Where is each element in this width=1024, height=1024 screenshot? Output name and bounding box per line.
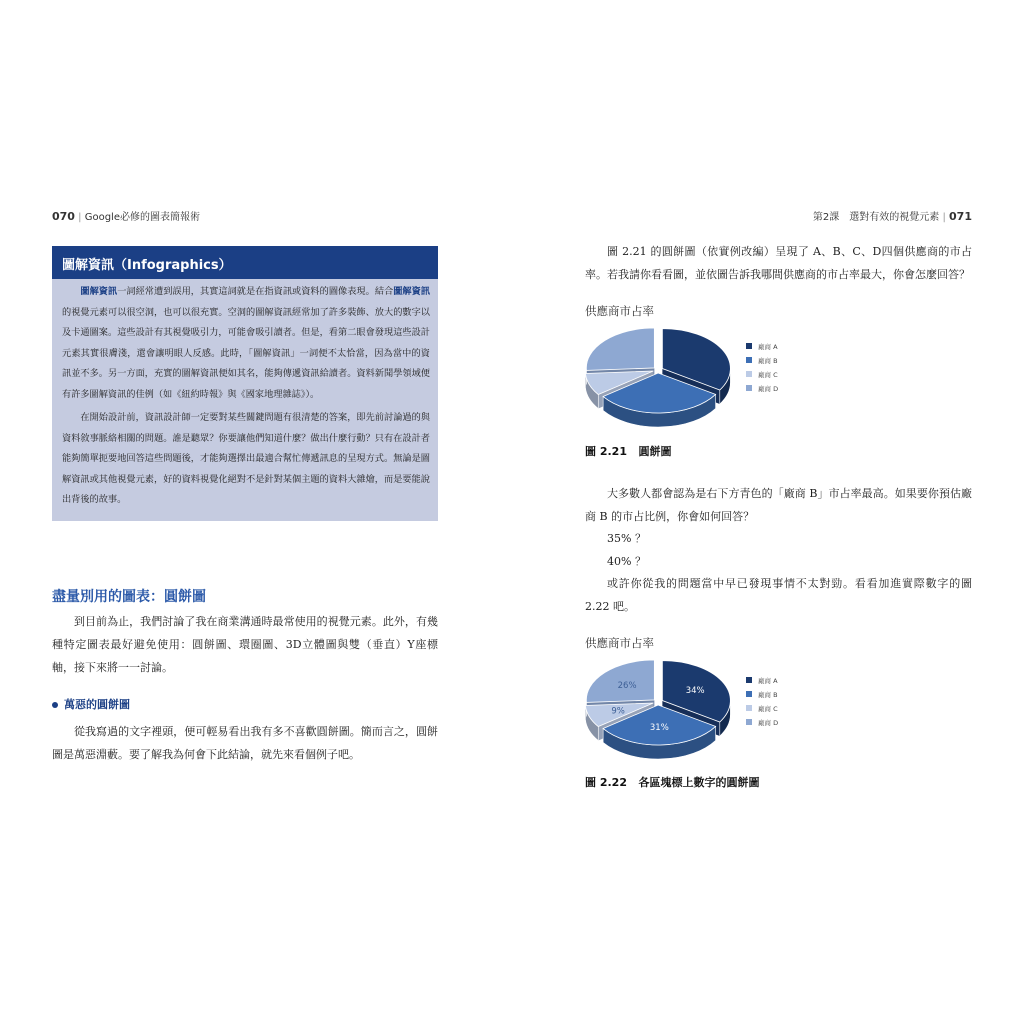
pie-data-label: 9% [611, 706, 625, 717]
infographics-sidebar-box [52, 246, 438, 521]
guess-40: 40% ？ [607, 555, 646, 568]
legend-label: 廠商 A [758, 342, 778, 351]
legend-label: 廠商 B [758, 356, 778, 365]
pie-data-label: 26% [617, 680, 637, 691]
infobox-term: 圖解資訊 [80, 286, 118, 297]
legend-label: 廠商 D [758, 384, 779, 393]
legend-label: 廠商 B [758, 690, 778, 699]
legend-label: 廠商 A [758, 676, 778, 685]
legend-swatch [746, 371, 752, 377]
section-title: 盡量別用的圖表：圓餅圖 [52, 589, 206, 605]
guess-35: 35% ？ [607, 532, 646, 545]
left-page-number: 070 [52, 210, 75, 223]
section-paragraph-1: 到目前為止，我們討論了我在商業溝通時最常使用的視覺元素。此外，有幾種特定圖表最好避免使用：圓餅圖、環圈圖、3D立體圖與雙（垂直）Y座標軸，接下來將一一討論。 [52, 615, 438, 674]
legend-item [746, 367, 778, 381]
bullet-dot-icon [52, 702, 58, 708]
right-paragraph-1: 圖 2.21 的圓餅圖（依實例改編）呈現了 A、B、C、D四個供應商的市占率。若我請你看看圖，並依圖告訴我哪間供應商的市占率最大，你會怎麼回答？ [585, 245, 972, 281]
legend-swatch [746, 343, 752, 349]
legend-item [746, 715, 778, 729]
pie-chart-1 [583, 318, 733, 438]
chapter-title: 第2課 選對有效的視覺元素 [812, 212, 940, 223]
legend-item [746, 701, 778, 715]
left-page-header: 070 | Google必修的圖表簡報術 [52, 210, 200, 223]
legend-item [746, 353, 778, 367]
infobox-header [52, 246, 438, 279]
legend-swatch [746, 357, 752, 363]
infobox-term-2: 圖解資訊 [393, 286, 431, 297]
pie-chart-2 [583, 650, 733, 770]
legend-swatch [746, 705, 752, 711]
legend-item [746, 687, 778, 701]
right-page-number: 071 [949, 210, 972, 223]
right-paragraph-2: 大多數人都會認為是右下方青色的「廠商 B」市占率最高。如果要你預估廠商 B 的市占比例，你會如何回答？ [585, 487, 972, 523]
pie-slice-廠商-D [586, 328, 654, 371]
right-paragraph-3: 或許你從我的問題當中早已發現事情不太對勁。看看加進實際數字的圖 2.22 吧。 [585, 577, 972, 613]
section-paragraph-2: 從我寫過的文字裡頭，便可輕易看出我有多不喜歡圓餅圖。簡而言之，圓餅圖是萬惡淵藪。要了解我為何會下此結論，就先來看個例子吧。 [52, 725, 438, 761]
pie-data-label: 31% [649, 722, 669, 733]
chart2-legend [746, 673, 778, 729]
legend-label: 廠商 C [758, 370, 778, 379]
subsection-heading: 萬惡的圓餅圖 [52, 696, 130, 712]
right-page-header: 第2課 選對有效的視覺元素 | 071 [812, 210, 972, 223]
infobox-paragraph-1: 圖解資訊一詞經常遭到誤用，其實這詞就是在指資訊或資料的圖像表現。結合圖解資訊的視覺元素可以很空洞，也可以很充實。空洞的圖解資訊經常加了許多裝飾、放大的數字以及卡通圖案。這些設計有其視覺吸引力，可能會吸引讀者。但是，看第二眼會發現這些設計元素其實很膚淺，還會讓明眼人反感。此時，「圖解資訊」一詞便不太恰當，因為當中的資訊並不多。另一方面，充實的圖解資訊便如其名，能夠傳遞資訊給讀者。資料新聞學領域便有許多圖解資訊的佳例（如《紐約時報》與《國家地理雜誌》）。 [62, 286, 431, 400]
legend-swatch [746, 719, 752, 725]
legend-swatch [746, 677, 752, 683]
infobox-paragraph-2: 在開始設計前，資訊設計師一定要對某些關鍵問題有很清楚的答案，即先前討論過的與資料敘事脈絡相關的問題。誰是聽眾？你要讓他們知道什麼？做出什麼行動？只有在設計者能夠簡單扼要地回答這些問題後，才能夠選擇出最適合幫忙傳遞訊息的呈現方式。無論是圖解資訊或其他視覺元素，好的資料視覺化絕對不是針對某個主題的資料大雜燴，而是要能說出背後的故事。 [62, 412, 430, 506]
legend-item [746, 339, 778, 353]
legend-label: 廠商 C [758, 704, 778, 713]
legend-swatch [746, 385, 752, 391]
legend-item [746, 381, 778, 395]
figure2-caption: 圖 2.22 各區塊標上數字的圓餅圖 [585, 776, 760, 789]
infobox-title: 圖解資訊（Infographics） [62, 258, 232, 273]
legend-label: 廠商 D [758, 718, 779, 727]
chart2-title: 供應商市占率 [585, 636, 654, 650]
legend-item [746, 673, 778, 687]
chart1-legend [746, 339, 778, 395]
pie-data-label: 34% [685, 685, 705, 696]
legend-swatch [746, 691, 752, 697]
book-title: Google必修的圖表簡報術 [84, 212, 200, 223]
figure1-caption: 圖 2.21 圓餅圖 [585, 445, 672, 458]
chart1-title: 供應商市占率 [585, 304, 654, 318]
